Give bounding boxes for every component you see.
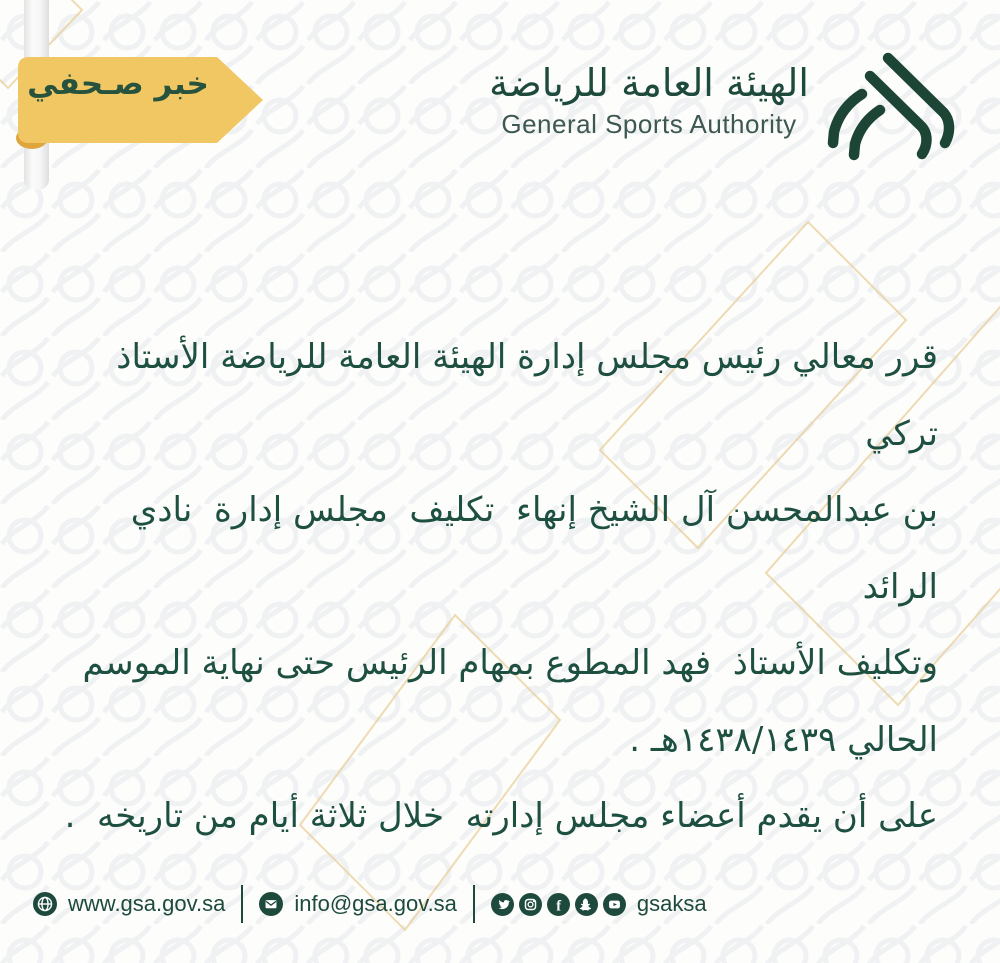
youtube-icon[interactable] [603, 893, 626, 916]
twitter-icon[interactable] [491, 893, 514, 916]
gsa-logo-mark-icon [818, 50, 968, 168]
logo-title-arabic: الهيئة العامة للرياضة [489, 61, 809, 105]
svg-text:f: f [556, 897, 562, 914]
footer-divider [241, 885, 243, 923]
gsa-logo-text [484, 60, 814, 139]
snapchat-icon[interactable] [575, 893, 598, 916]
email-link[interactable]: info@gsa.gov.sa [294, 891, 457, 916]
press-line: الحالي ١٤٣٨/١٤٣٩هـ . [629, 719, 938, 760]
logo-title-english: General Sports Authority [501, 109, 797, 139]
press-line: بن عبدالمحسن آل الشيخ إنهاء تكليف مجلس إدارة نادي الرائد [119, 490, 938, 607]
ribbon-label: خبر صـحفي [27, 66, 209, 102]
facebook-icon[interactable] [547, 893, 570, 916]
press-line: قرر معالي رئيس مجلس إدارة الهيئة العامة للرياضة الأستاذ تركي [105, 337, 938, 454]
press-line: وتكليف الأستاذ فهد المطوع بمهام الرئيس حتى نهاية الموسم [82, 643, 938, 683]
press-line: على أن يقدم أعضاء مجلس إدارته خلال ثلاثة أيام من تاريخه . [64, 796, 938, 836]
instagram-icon[interactable] [519, 893, 542, 916]
footer-bar [33, 881, 707, 927]
social-handle: gsaksa [636, 891, 707, 916]
press-release-body [58, 319, 938, 855]
globe-icon [33, 892, 57, 916]
website-link[interactable]: www.gsa.gov.sa [68, 891, 226, 916]
social-icons [491, 893, 626, 916]
email-icon [259, 892, 283, 916]
footer-divider [473, 885, 475, 923]
